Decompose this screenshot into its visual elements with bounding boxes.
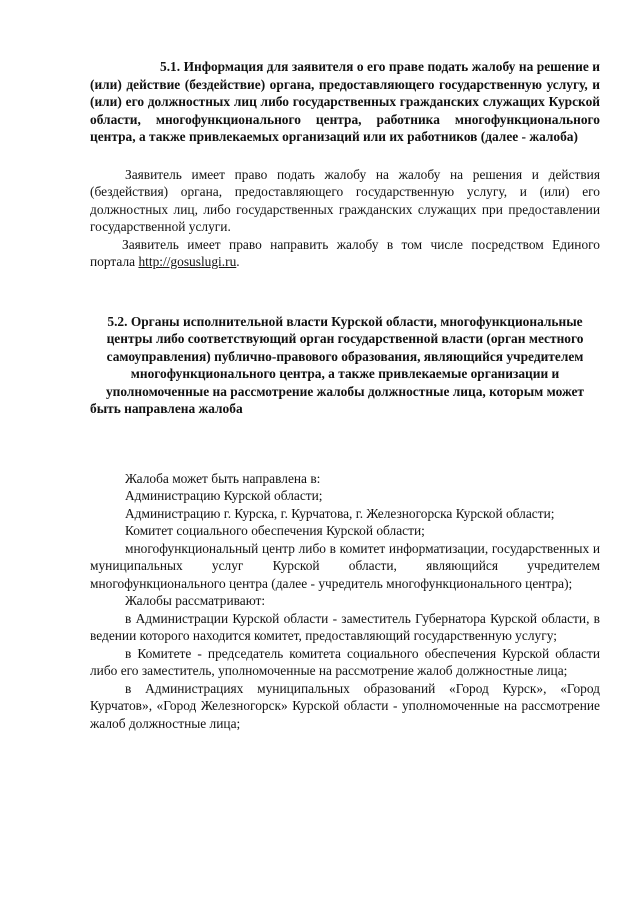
section-5-2-heading: 5.2. Органы исполнительной власти Курской области, многофункциональные центры либо соответствующий орган государственной власти (орган местного самоуправления) публично-правового образования, являющийся учредителем многофункционального центра, а также привлекаемые организации и уполномоченные на рассмотрение жалобы должностные лица, которым может быть направлена жалоба [90, 313, 585, 416]
list-item: многофункциональный центр либо в комитет информатизации, государственных и муниципальных услуг Курской области, являющийся учредителем многофункционального центра (далее - учредитель многофункционального центра); [90, 540, 600, 591]
list-item: в Комитете - председатель комитета социального обеспечения Курской области либо его заместитель, уполномоченные на рассмотрение жалоб должностные лица; [90, 645, 600, 678]
section-5-1-paragraph-1: Заявитель имеет право подать жалобу на жалобу на решения и действия (бездействия) органа, предоставляющего государственную услугу, и (или) его должностных лиц, либо государственных гражданских служащих при предоставлении государственной услуги. [90, 166, 600, 234]
document-page [90, 58, 600, 732]
paragraph-2-text: Заявитель имеет право направить жалобу в том числе посредством Единого портала [90, 236, 600, 269]
list-item: в Администрации Курской области - заместитель Губернатора Курской области, в ведении которого находится комитет, предоставляющий государственную услугу; [90, 610, 600, 643]
list-item: Жалобы рассматривают: [125, 593, 266, 608]
section-5-1-heading: 5.1. Информация для заявителя о его праве подать жалобу на решение и (или) действие (бездействие) органа, предоставляющего государственную услугу, и (или) его должностных лиц либо государственных гражданских служащих Курской области, многофункционального центра, работника многофункционального центра, а также привлекаемых организаций или их работников (далее - жалоба) [90, 59, 600, 144]
gosuslugi-link[interactable]: http://gosuslugi.ru [138, 254, 237, 269]
section-5-1-paragraph-2 [90, 236, 600, 271]
list-item: Администрацию Курской области; [125, 488, 323, 503]
list-item: Администрацию г. Курска, г. Курчатова, г. Железногорска Курской области; [125, 505, 555, 521]
list-item: Жалоба может быть направлена в: [125, 470, 321, 486]
paragraph-2-end: . [236, 254, 240, 269]
list-item: Комитет социального обеспечения Курской области; [125, 523, 425, 538]
list-item: в Администрациях муниципальных образований «Город Курск», «Город Курчатов», «Город Железногорск» Курской области - уполномоченные на рассмотрение жалоб должностные лица; [90, 680, 600, 731]
